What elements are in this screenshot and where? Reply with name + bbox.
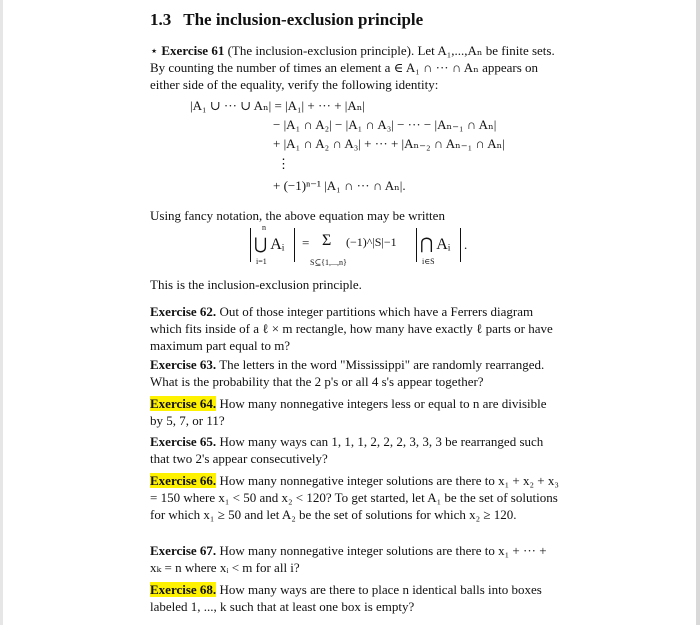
equals-sign: = [302, 235, 310, 250]
sum-index: S⊆{1,...,n} [310, 258, 347, 267]
section-heading [150, 10, 423, 30]
intersection-term: ⋂ Aᵢ [420, 236, 451, 253]
sum-symbol: Σ [322, 232, 332, 249]
right-edge [696, 0, 700, 625]
exercise-62-text: Out of those integer partitions which have a Ferrers diagram which fits inside of a ℓ × m rectangle, how many have exactly ℓ parts or have maximum part equal to m? [150, 304, 553, 353]
identity-line-4: ⋮ [277, 156, 290, 171]
section-number: 1.3 [150, 10, 172, 29]
sign-factor: (−1)^|S|−1 [346, 235, 397, 249]
exercise-66 [150, 472, 560, 523]
exercise-67 [150, 542, 560, 576]
abs-bar-right [294, 228, 295, 262]
exercise-67-text: How many nonnegative integer solutions are there to x₁ + ··· + xₖ = n where xᵢ < m for all i? [150, 543, 547, 575]
union-term: ⋃ Aᵢ [254, 236, 285, 253]
abs-bar-left [250, 228, 251, 262]
left-edge [0, 0, 3, 625]
exercise-67-label: Exercise 67. [150, 543, 217, 558]
exercise-65 [150, 433, 560, 467]
exercise-65-label: Exercise 65. [150, 434, 217, 449]
exercise-63 [150, 356, 560, 390]
exercise-63-label: Exercise 63. [150, 357, 217, 372]
exercise-63-text: The letters in the word "Mississippi" are randomly rearranged. What is the probability that the 2 p's or all 4 s's appear together? [150, 357, 545, 389]
abs-bar-left-2 [416, 228, 417, 262]
star-marker: ⋆ [150, 43, 162, 58]
section-title: The inclusion-exclusion principle [183, 10, 424, 29]
identity-line-3: + |A₁ ∩ A₂ ∩ A₃| + ··· + |Aₙ₋₂ ∩ Aₙ₋₁ ∩ Aₙ| [273, 136, 505, 151]
exercise-64-text: How many nonnegative integers less or equal to n are divisible by 5, 7, or 11? [150, 396, 547, 428]
exercise-64 [150, 395, 560, 429]
identity-line-2: − |A₁ ∩ A₂| − |A₁ ∩ A₃| − ··· − |Aₙ₋₁ ∩ Aₙ| [273, 117, 497, 132]
identity-line-1: |A₁ ∪ ··· ∪ Aₙ| = |A₁| + ··· + |Aₙ| [190, 98, 366, 113]
fancy-formula [250, 224, 490, 270]
exercise-66-text: How many nonnegative integer solutions are there to x₁ + x₂ + x₃ = 150 where x₁ < 50 and x₂ < 120? To get started, let A₁ be the set of solutions for which x₁ ≥ 50 and let A₂ be the set of solutions for which x₂ ≥ 120. [150, 473, 559, 522]
exercise-66-label: Exercise 66. [150, 473, 217, 488]
exercise-68-label: Exercise 68. [150, 582, 217, 597]
exercise-61-label: Exercise 61 [161, 43, 225, 58]
exercise-62 [150, 303, 560, 354]
exercise-68 [150, 581, 560, 615]
union-lower-limit: i=1 [256, 257, 267, 266]
union-upper-limit: n [262, 223, 266, 232]
exercise-65-text: How many ways can 1, 1, 1, 2, 2, 2, 3, 3, 3 be rearranged such that two 2's appear consecutively? [150, 434, 544, 466]
exercise-62-label: Exercise 62. [150, 304, 217, 319]
period: . [464, 237, 468, 252]
exercise-61 [150, 42, 560, 93]
fancy-intro: Using fancy notation, the above equation may be written [150, 208, 445, 223]
closing-line: This is the inclusion-exclusion principle. [150, 277, 362, 292]
exercise-68-text: How many ways are there to place n identical balls into boxes labeled 1, ..., k such that at least one box is empty? [150, 582, 542, 614]
exercise-64-label: Exercise 64. [150, 396, 217, 411]
identity-line-5: + (−1)ⁿ⁻¹ |A₁ ∩ ··· ∩ Aₙ|. [273, 178, 406, 193]
exercise-61-text: (The inclusion-exclusion principle). Let A₁,...,Aₙ be finite sets. By counting the number of times an element a ∈ A₁ ∩ ··· ∩ Aₙ appears on either side of the equality, verify the following identity: [150, 43, 555, 92]
abs-bar-right-2 [460, 228, 461, 262]
intersection-index: i∈S [422, 257, 435, 266]
